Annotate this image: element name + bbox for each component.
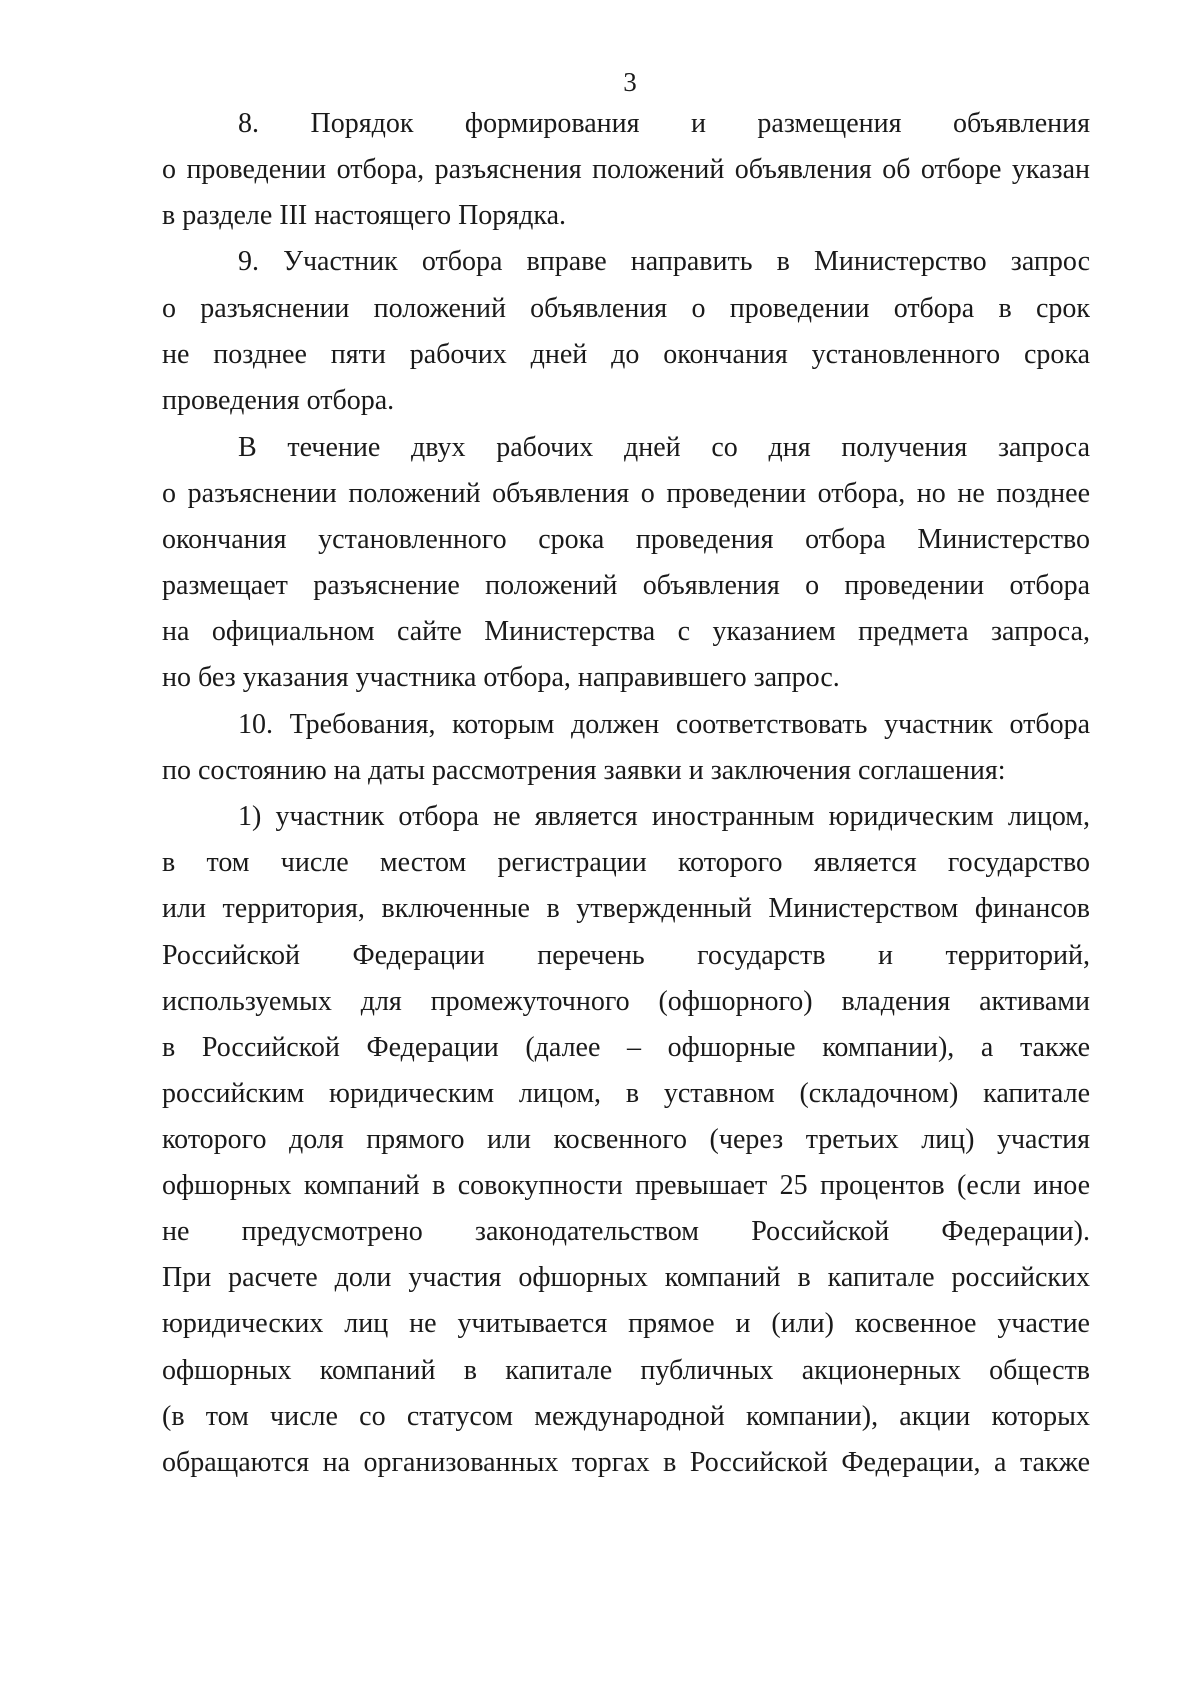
paragraph-9b-line-2: о разъяснении положений объявления о проведении отбора, но не позднее — [162, 478, 1090, 509]
paragraph-9b-line-6: но без указания участника отбора, направившего запрос. — [162, 662, 840, 693]
item-1-line-9: офшорных компаний в совокупности превышает 25 процентов (если иное — [162, 1170, 1090, 1201]
paragraph-8-line-1: 8. Порядок формирования и размещения объявления — [238, 108, 1090, 139]
paragraph-9b-line-3: окончания установленного срока проведения отбора Министерство — [162, 524, 1090, 555]
paragraph-10-line-1: 10. Требования, которым должен соответствовать участник отбора — [238, 709, 1090, 740]
item-1-line-15: обращаются на организованных торгах в Российской Федерации, а также — [162, 1447, 1090, 1478]
item-1-line-14: (в том числе со статусом международной компании), акции которых — [162, 1401, 1090, 1432]
item-1-line-12: юридических лиц не учитывается прямое и (или) косвенное участие — [162, 1308, 1090, 1339]
item-1-line-4: Российской Федерации перечень государств и территорий, — [162, 940, 1090, 971]
paragraph-8-line-2: о проведении отбора, разъяснения положений объявления об отборе указан — [162, 154, 1090, 185]
item-1-line-1: 1) участник отбора не является иностранным юридическим лицом, — [238, 801, 1090, 832]
item-1-line-7: российским юридическим лицом, в уставном (складочном) капитале — [162, 1078, 1090, 1109]
item-1-line-3: или территория, включенные в утвержденный Министерством финансов — [162, 893, 1090, 924]
paragraph-8-line-3: в разделе III настоящего Порядка. — [162, 200, 567, 231]
item-1-line-5: используемых для промежуточного (офшорного) владения активами — [162, 986, 1090, 1017]
item-1-line-6: в Российской Федерации (далее – офшорные компании), а также — [162, 1032, 1090, 1063]
item-1-line-8: которого доля прямого или косвенного (через третьих лиц) участия — [162, 1124, 1090, 1155]
paragraph-9b-line-5: на официальном сайте Министерства с указанием предмета запроса, — [162, 616, 1090, 647]
paragraph-9-line-2: о разъяснении положений объявления о проведении отбора в срок — [162, 293, 1090, 324]
paragraph-9-line-3: не позднее пяти рабочих дней до окончания установленного срока — [162, 339, 1090, 370]
paragraph-9-line-1: 9. Участник отбора вправе направить в Министерство запрос — [238, 246, 1090, 277]
item-1-line-13: офшорных компаний в капитале публичных акционерных обществ — [162, 1355, 1090, 1386]
item-1-line-10: не предусмотрено законодательством Российской Федерации). — [162, 1216, 1090, 1247]
paragraph-9-line-4: проведения отбора. — [162, 385, 395, 416]
page-number: 3 — [623, 67, 637, 97]
paragraph-10-line-2: по состоянию на даты рассмотрения заявки и заключения соглашения: — [162, 755, 1006, 786]
item-1-line-2: в том числе местом регистрации которого является государство — [162, 847, 1090, 878]
item-1-line-11: При расчете доли участия офшорных компаний в капитале российских — [162, 1262, 1090, 1293]
paragraph-9b-line-1: В течение двух рабочих дней со дня получения запроса — [238, 432, 1090, 463]
paragraph-9b-line-4: размещает разъяснение положений объявления о проведении отбора — [162, 570, 1090, 601]
